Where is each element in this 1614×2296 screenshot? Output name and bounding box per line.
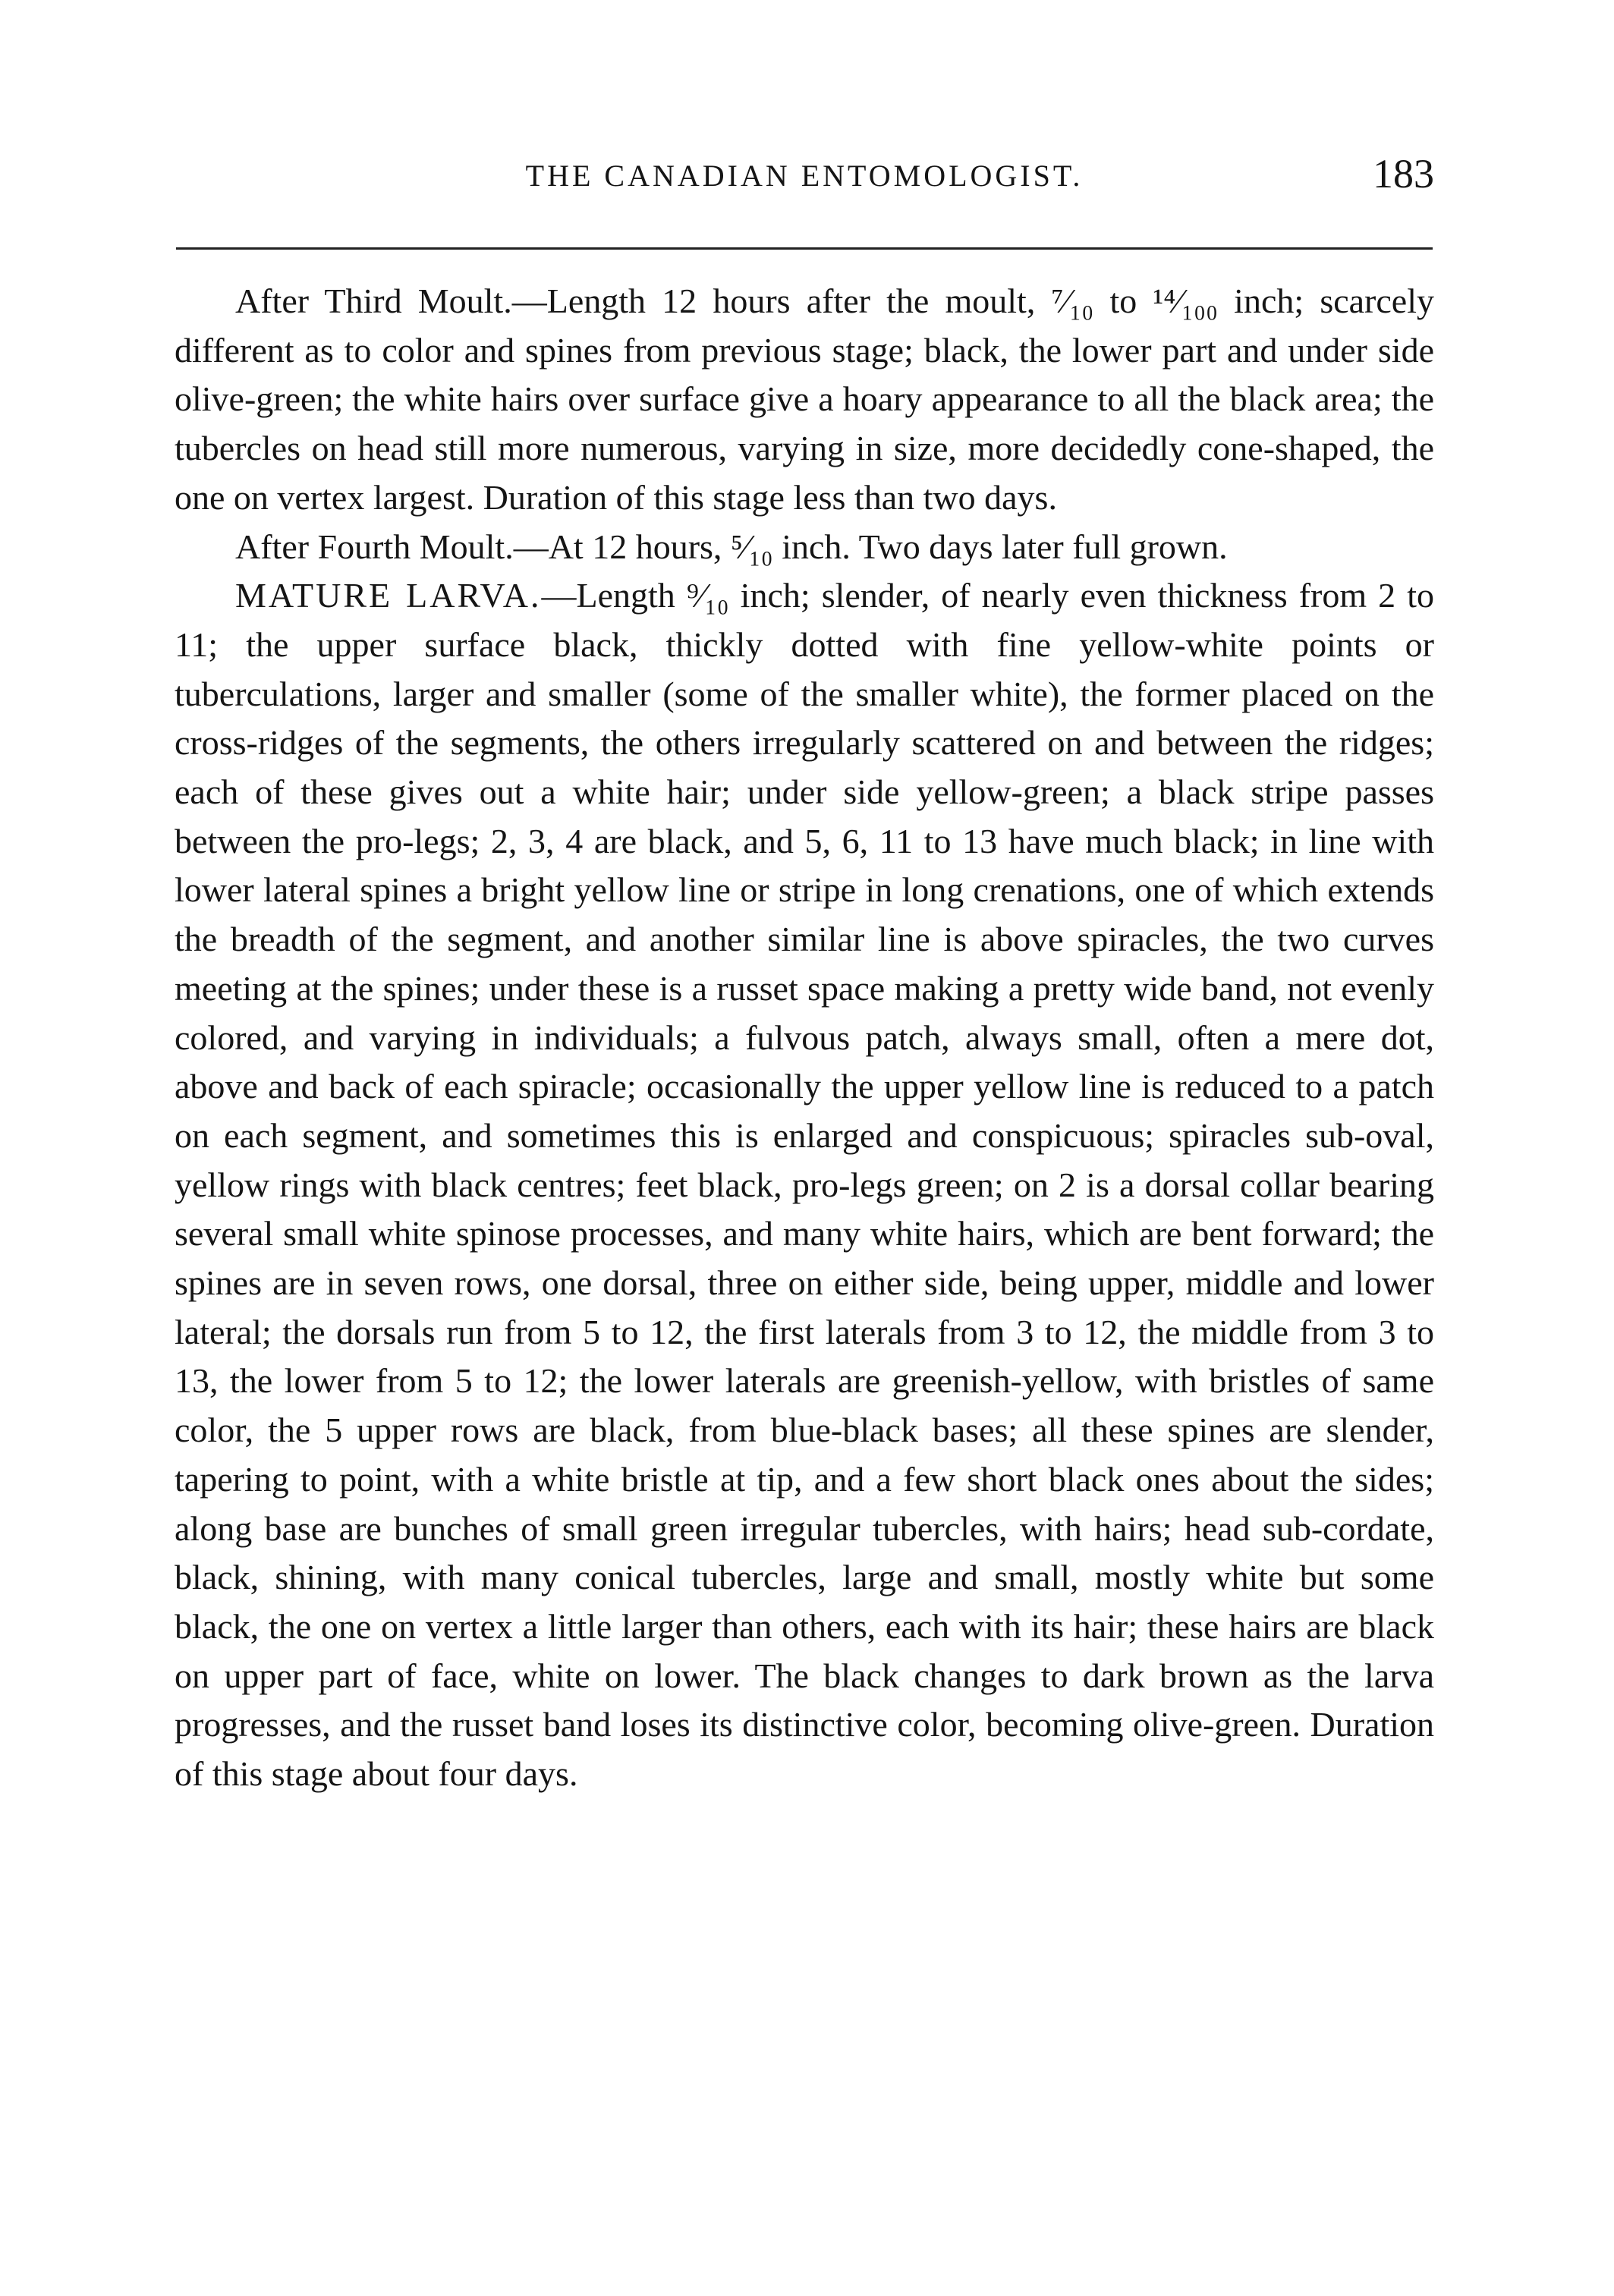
header-rule	[176, 247, 1433, 250]
paragraph-text: —At 12 hours, ⁵⁄₁₀ inch. Two days later full grown.	[513, 527, 1228, 566]
body-text	[175, 277, 1434, 1799]
journal-title: THE CANADIAN ENTOMOLOGIST.	[525, 159, 1084, 193]
paragraph-lead: MATURE LARVA.	[235, 576, 542, 615]
paragraph-mature-larva	[175, 571, 1434, 1799]
running-head	[175, 149, 1434, 209]
paragraph-fourth-moult	[175, 523, 1434, 572]
paragraph-text: —Length 12 hours after the moult, ⁷⁄₁₀ to ¹⁴⁄₁₀₀ inch; scarcely different as to color and spines from previous stage; black, the lower part and under side olive-green; the white hairs over surface give a hoary appearance to all the black area; the tubercles on head still more numerous, varying in size, more decidedly cone-shaped, the one on vertex largest. Duration of this stage less than two days.	[175, 281, 1434, 517]
paragraph-lead: After Fourth Moult.	[235, 527, 514, 566]
paragraph-text: —Length ⁹⁄₁₀ inch; slender, of nearly even thickness from 2 to 11; the upper surface black, thickly dotted with fine yellow-white points or tuberculations, larger and smaller (some of the smaller white), the former placed on the cross-ridges of the segments, the others irregularly scattered on and between the ridges; each of these gives out a white hair; under side yellow-green; a black stripe passes between the pro-legs; 2, 3, 4 are black, and 5, 6, 11 to 13 have much black; in line with lower lateral spines a bright yellow line or stripe in long crenations, one of which extends the breadth of the segment, and another similar line is above spiracles, the two curves meeting at the spines; under these is a russet space making a pretty wide band, not evenly colored, and varying in individuals; a fulvous patch, always small, often a mere dot, above and back of each spiracle; occasionally the upper yellow line is reduced to a patch on each segment, and sometimes this is enlarged and conspicuous; spiracles sub-oval, yellow rings with black centres; feet black, pro-legs green; on 2 is a dorsal collar bearing several small white spinose processes, and many white hairs, which are bent forward; the spines are in seven rows, one dorsal, three on either side, being upper, middle and lower lateral; the dorsals run from 5 to 12, the first laterals from 3 to 12, the middle from 3 to 13, the lower from 5 to 12; the lower laterals are greenish-yellow, with bristles of same color, the 5 upper rows are black, from blue-black bases; all these spines are slender, tapering to point, with a white bristle at tip, and a few short black ones about the sides; along base are bunches of small green irregular tubercles, with hairs; head sub-cordate, black, shining, with many conical tubercles, large and small, mostly white but some black, the one on vertex a little larger than others, each with its hair; these hairs are black on upper part of face, white on lower. The black changes to dark brown as the larva progresses, and the russet band loses its distinctive color, becoming olive-green. Duration of this stage about four days.	[175, 576, 1434, 1794]
paragraph-lead: After Third Moult.	[235, 281, 512, 320]
paragraph-third-moult	[175, 277, 1434, 523]
page-number: 183	[1373, 151, 1434, 197]
